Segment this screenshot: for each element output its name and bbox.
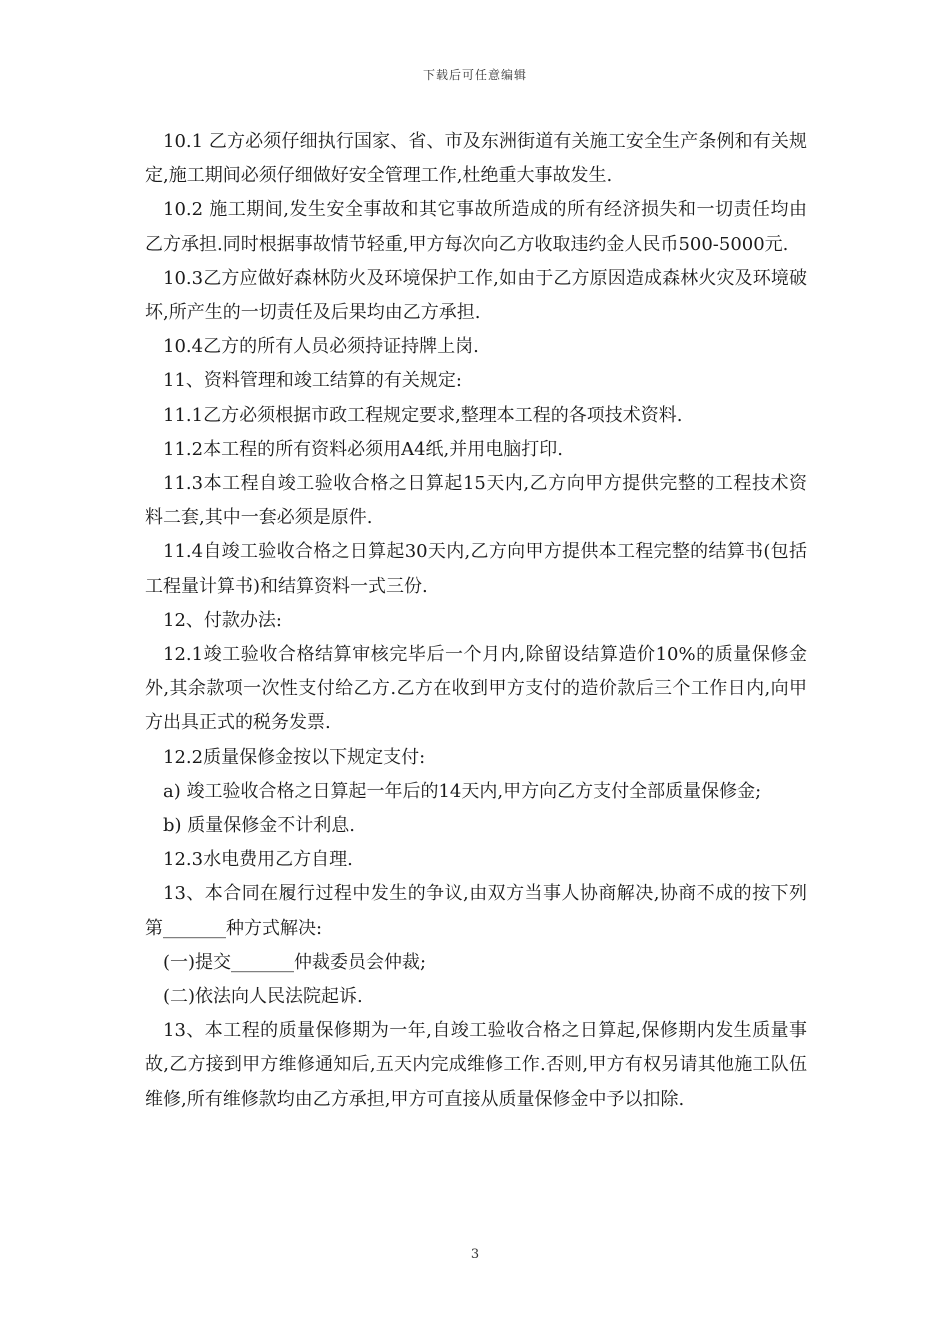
paragraph-10-1: 10.1 乙方必须仔细执行国家、省、市及东洲街道有关施工安全生产条例和有关规定,施工期间必须仔细做好安全管理工作,杜绝重大事故发生. <box>145 131 807 187</box>
paragraph-13-dispute: 13、本合同在履行过程中发生的争议,由双方当事人协商解决,协商不成的按下列第_______种方式解决: <box>145 883 807 939</box>
paragraph-12-3: 12.3水电费用乙方自理. <box>163 849 353 871</box>
paragraph-10-2: 10.2 施工期间,发生安全事故和其它事故所造成的所有经济损失和一切责任均由乙方承担.同时根据事故情节轻重,甲方每次向乙方收取违约金人民币500-5000元. <box>145 199 807 255</box>
page-number: 3 <box>470 1247 480 1262</box>
option-arbitration: (一)提交_______仲裁委员会仲裁; <box>163 951 427 973</box>
section-heading-11: 11、资料管理和竣工结算的有关规定: <box>163 370 462 392</box>
paragraph-10-4: 10.4乙方的所有人员必须持证持牌上岗. <box>163 336 479 358</box>
list-item-b: b) 质量保修金不计利息. <box>163 815 355 837</box>
paragraph-12-2: 12.2质量保修金按以下规定支付: <box>163 746 426 768</box>
paragraph-11-3: 11.3本工程自竣工验收合格之日算起15天内,乙方向甲方提供完整的工程技术资料二套,其中一套必须是原件. <box>145 473 807 529</box>
list-item-a: a) 竣工验收合格之日算起一年后的14天内,甲方向乙方支付全部质量保修金; <box>163 780 762 802</box>
paragraph-13-warranty: 13、本工程的质量保修期为一年,自竣工验收合格之日算起,保修期内发生质量事故,乙方接到甲方维修通知后,五天内完成维修工作.否则,甲方有权另请其他施工队伍维修,所有维修款均由乙方承担,甲方可直接从质量保修金中予以扣除. <box>145 1020 807 1110</box>
paragraph-11-2: 11.2本工程的所有资料必须用A4纸,并用电脑打印. <box>163 438 563 460</box>
paragraph-11-4: 11.4自竣工验收合格之日算起30天内,乙方向甲方提供本工程完整的结算书(包括工程量计算书)和结算资料一式三份. <box>145 541 807 597</box>
page-header: 下载后可任意编辑 <box>422 68 527 82</box>
document-body <box>145 125 807 1117</box>
section-heading-12: 12、付款办法: <box>163 609 282 631</box>
paragraph-12-1: 12.1竣工验收合格结算审核完毕后一个月内,除留设结算造价10%的质量保修金外,其余款项一次性支付给乙方.乙方在收到甲方支付的造价款后三个工作日内,向甲方出具正式的税务发票. <box>145 644 807 734</box>
paragraph-10-3: 10.3乙方应做好森林防火及环境保护工作,如由于乙方原因造成森林火灾及环境破坏,所产生的一切责任及后果均由乙方承担. <box>145 267 807 324</box>
option-court: (二)依法向人民法院起诉. <box>163 986 363 1008</box>
paragraph-11-1: 11.1乙方必须根据市政工程规定要求,整理本工程的各项技术资料. <box>163 404 683 426</box>
